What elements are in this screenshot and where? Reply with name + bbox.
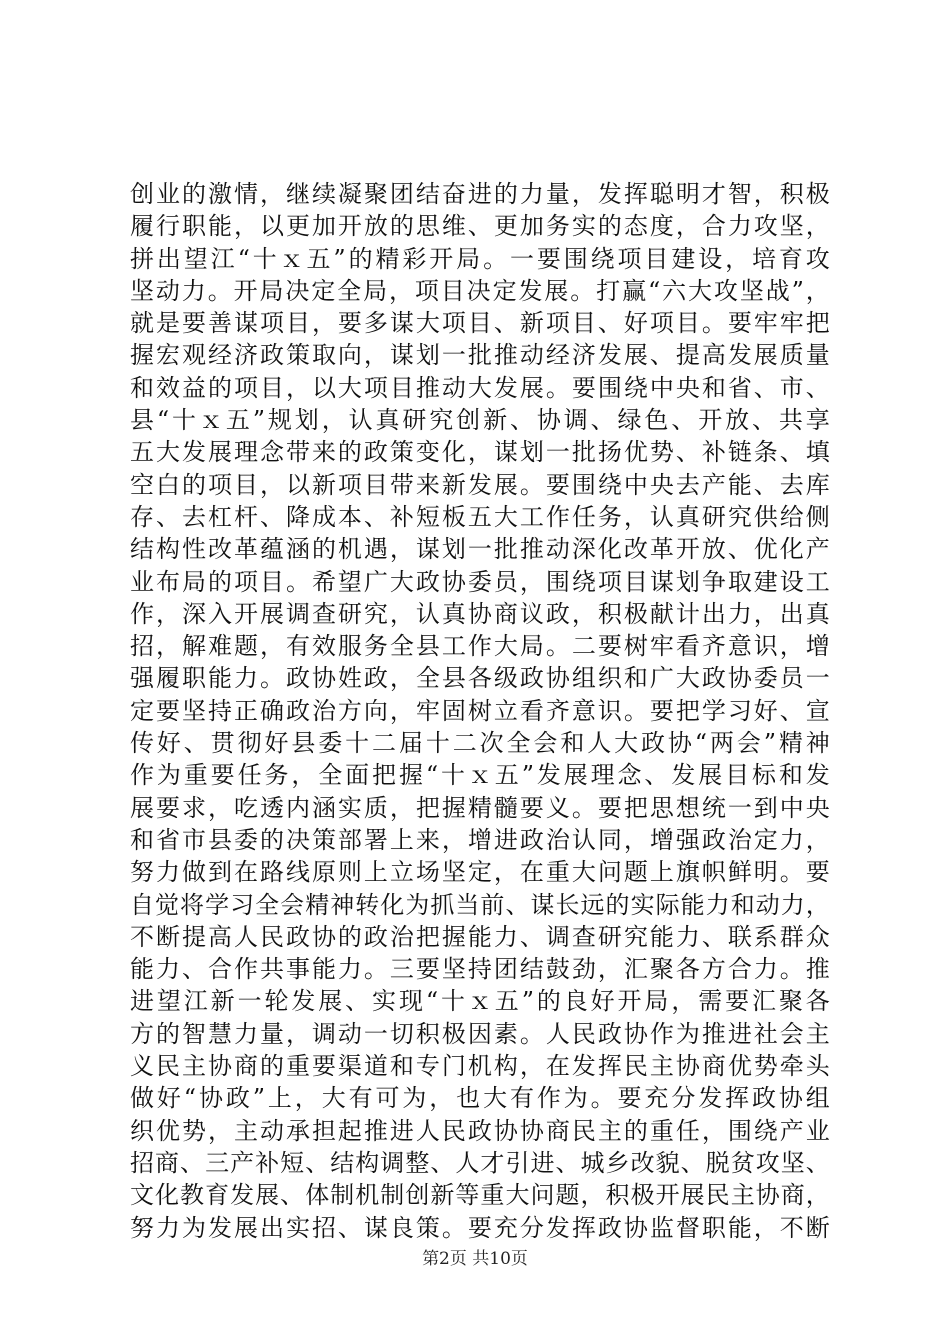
text-line: 能力、合作共事能力。三要坚持团结鼓劲，汇聚各方合力。推 (130, 955, 830, 984)
text-line: 拼出望江“十ｘ五”的精彩开局。一要围绕项目建设，培育攻 (130, 244, 830, 273)
text-line: 做好“协政”上，大有可为，也大有作为。要充分发挥政协组 (130, 1084, 830, 1113)
body-text (130, 178, 830, 1244)
text-line: 强履职能力。政协姓政，全县各级政协组织和广大政协委员一 (130, 664, 830, 693)
text-line: 业布局的项目。希望广大政协委员，围绕项目谋划争取建设工 (130, 567, 830, 596)
text-line: 自觉将学习全会精神转化为抓当前、谋长远的实际能力和动力， (130, 890, 830, 919)
text-line: 招商、三产补短、结构调整、人才引进、城乡改貌、脱贫攻坚、 (130, 1148, 830, 1177)
text-line: 织优势，主动承担起推进人民政协协商民主的重任，围绕产业 (130, 1116, 830, 1145)
text-line: 展要求，吃透内涵实质，把握精髓要义。要把思想统一到中央 (130, 793, 830, 822)
text-line: 定要坚持正确政治方向，牢固树立看齐意识。要把学习好、宣 (130, 696, 830, 725)
text-line: 和省市县委的决策部署上来，增进政治认同，增强政治定力， (130, 825, 830, 854)
text-line: 方的智慧力量，调动一切积极因素。人民政协作为推进社会主 (130, 1019, 830, 1048)
text-line: 履行职能，以更加开放的思维、更加务实的态度，合力攻坚， (130, 212, 830, 241)
text-line: 义民主协商的重要渠道和专门机构，在发挥民主协商优势牵头 (130, 1052, 830, 1081)
text-line: 就是要善谋项目，要多谋大项目、新项目、好项目。要牢牢把 (130, 309, 830, 338)
text-line: 握宏观经济政策取向，谋划一批推动经济发展、提高发展质量 (130, 341, 830, 370)
text-line: 传好、贯彻好县委十二届十二次全会和人大政协“两会”精神 (130, 729, 830, 758)
text-line: 五大发展理念带来的政策变化，谋划一批扬优势、补链条、填 (130, 438, 830, 467)
text-line: 文化教育发展、体制机制创新等重大问题，积极开展民主协商， (130, 1181, 830, 1210)
page-footer: 第2页 共10页 (422, 1249, 528, 1269)
text-line: 和效益的项目，以大项目推动大发展。要围绕中央和省、市、 (130, 373, 830, 402)
text-line: 结构性改革蕴涵的机遇，谋划一批推动深化改革开放、优化产 (130, 535, 830, 564)
text-line: 作，深入开展调查研究，认真协商议政，积极献计出力，出真 (130, 599, 830, 628)
text-line: 进望江新一轮发展、实现“十ｘ五”的良好开局，需要汇聚各 (130, 987, 830, 1016)
text-line: 空白的项目，以新项目带来新发展。要围绕中央去产能、去库 (130, 470, 830, 499)
text-line: 存、去杠杆、降成本、补短板五大工作任务，认真研究供给侧 (130, 502, 830, 531)
text-line: 坚动力。开局决定全局，项目决定发展。打赢“六大攻坚战”， (130, 276, 830, 305)
text-line: 作为重要任务，全面把握“十ｘ五”发展理念、发展目标和发 (130, 761, 830, 790)
text-line: 努力为发展出实招、谋良策。要充分发挥政协监督职能，不断 (130, 1213, 830, 1242)
text-line: 招，解难题，有效服务全县工作大局。二要树牢看齐意识，增 (130, 632, 830, 661)
text-line: 县“十ｘ五”规划，认真研究创新、协调、绿色、开放、共享 (130, 406, 830, 435)
text-line: 努力做到在路线原则上立场坚定，在重大问题上旗帜鲜明。要 (130, 858, 830, 887)
text-line: 不断提高人民政协的政治把握能力、调查研究能力、联系群众 (130, 922, 830, 951)
text-line: 创业的激情，继续凝聚团结奋进的力量，发挥聪明才智，积极 (130, 180, 830, 208)
